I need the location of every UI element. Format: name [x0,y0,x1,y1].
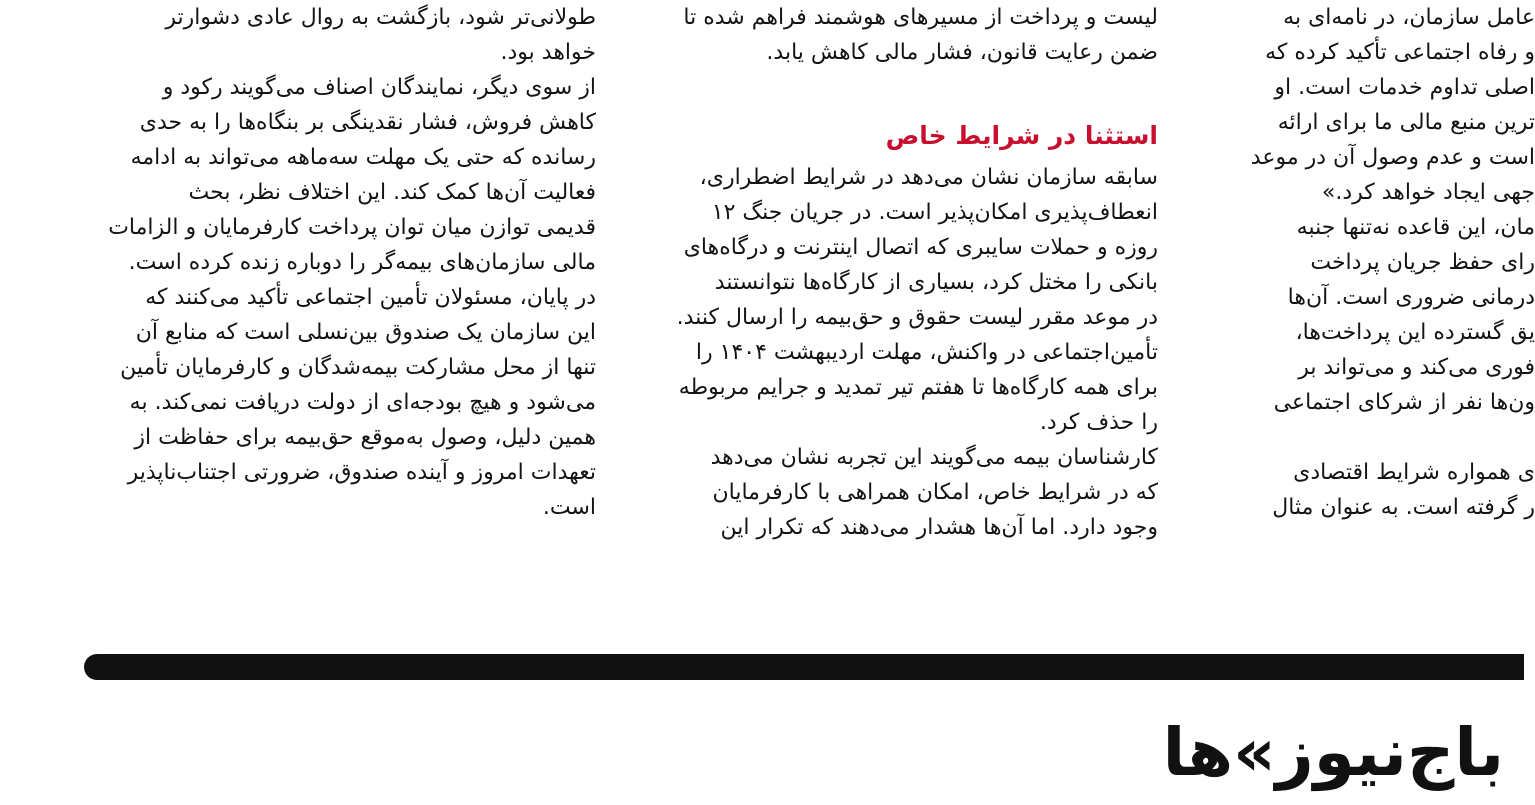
article-column-right [1205,0,1535,525]
text-line: ضمن رعایت قانون، فشار مالی کاهش یابد. [766,40,1158,65]
section-masthead: باج‌نیوز»ها [1162,714,1504,791]
text-line: تعهدات امروز و آینده صندوق، ضرورتی اجتناب‌ناپذیر [127,460,596,485]
text-line: عامل سازمان، در نامه‌ای به [1283,5,1535,30]
text-line: درمانی ضروری است. آن‌ها [1287,285,1535,310]
text-line: ون‌ها نفر از شرکای اجتماعی [1273,390,1535,415]
text-line: رسانده که حتی یک مهلت سه‌ماهه می‌تواند به ادامه [130,145,596,170]
text-line: تأمین‌اجتماعی در واکنش، مهلت اردیبهشت ۱۴۰۴ را [695,340,1158,365]
text-line: یق گسترده این پرداخت‌ها، [1295,320,1535,345]
text-line: رای حفظ جریان پرداخت [1310,250,1535,275]
text-line: می‌شود و هیچ بودجه‌ای از دولت دریافت نمی‌کند. به [129,390,596,415]
article-column-left [84,0,596,525]
text-line: است. [542,495,596,520]
text-line: است و عدم وصول آن در موعد [1250,145,1535,170]
text-line: تنها از محل مشارکت بیمه‌شدگان و کارفرمایان تأمین [120,355,596,380]
text-line: که در شرایط خاص، امکان همراهی با کارفرمایان [712,480,1158,505]
text-line: روزه و حملات سایبری که اتصال اینترنت و درگاه‌های [683,235,1158,260]
text-line: مان، این قاعده نه‌تنها جنبه [1296,215,1535,240]
text-line: ی همواره شرایط اقتصادی [1293,460,1535,485]
article-column-middle-top [638,0,1158,70]
text-line: مالی سازمان‌های بیمه‌گر را دوباره زنده کرده است. [128,250,596,275]
text-line: لیست و پرداخت از مسیرهای هوشمند فراهم شده تا [683,5,1158,30]
text-line [1205,420,1535,455]
text-line: وجود دارد. اما آن‌ها هشدار می‌دهند که تکرار این [720,515,1158,540]
text-line: ر گرفته است. به عنوان مثال [1272,495,1535,520]
text-line: خواهد بود. [500,40,596,65]
text-line: را حذف کرد. [1039,410,1158,435]
text-line: سابقه سازمان نشان می‌دهد در شرایط اضطراری، [699,165,1158,190]
text-line: در موعد مقرر لیست حقوق و حق‌بیمه را ارسال کنند. [676,305,1158,330]
text-line: برای همه کارگاه‌ها تا هفتم تیر تمدید و جرایم مربوطه [678,375,1158,400]
section-subheading: استثنا در شرایط خاص [885,121,1158,150]
text-line: فوری می‌کند و می‌تواند بر [1298,355,1535,380]
text-line: جهی ایجاد خواهد کرد.» [1321,180,1535,205]
article-column-middle-body [638,160,1158,545]
text-line: در پایان، مسئولان تأمین اجتماعی تأکید می‌کنند که [145,285,596,310]
text-line: طولانی‌تر شود، بازگشت به روال عادی دشوارتر [165,5,596,30]
text-line: قدیمی توازن میان توان پرداخت کارفرمایان و الزامات [108,215,596,240]
text-line: همین دلیل، وصول به‌موقع حق‌بیمه برای حفاظت از [134,425,596,450]
section-divider [84,654,1524,680]
text-line: این سازمان یک صندوق بین‌نسلی است که منابع آن [135,320,596,345]
text-line: کارشناسان بیمه می‌گویند این تجربه نشان می‌دهد [710,445,1158,470]
text-line: و رفاه اجتماعی تأکید کرده که [1265,40,1535,65]
text-line: اصلی تداوم خدمات است. او [1274,75,1535,100]
text-line: انعطاف‌پذیری امکان‌پذیر است. در جریان جنگ ۱۲ [711,200,1158,225]
text-line: از سوی دیگر، نمایندگان اصناف می‌گویند رکود و [162,75,596,100]
text-line: کاهش فروش، فشار نقدینگی بر بنگاه‌ها را به حدی [139,110,596,135]
text-line: فعالیت آن‌ها کمک کند. این اختلاف نظر، بحث [188,180,596,205]
text-line: ترین منبع مالی ما برای ارائه [1277,110,1535,135]
text-line: بانکی را مختل کرد، بسیاری از کارگاه‌ها نتوانستند [714,270,1158,295]
